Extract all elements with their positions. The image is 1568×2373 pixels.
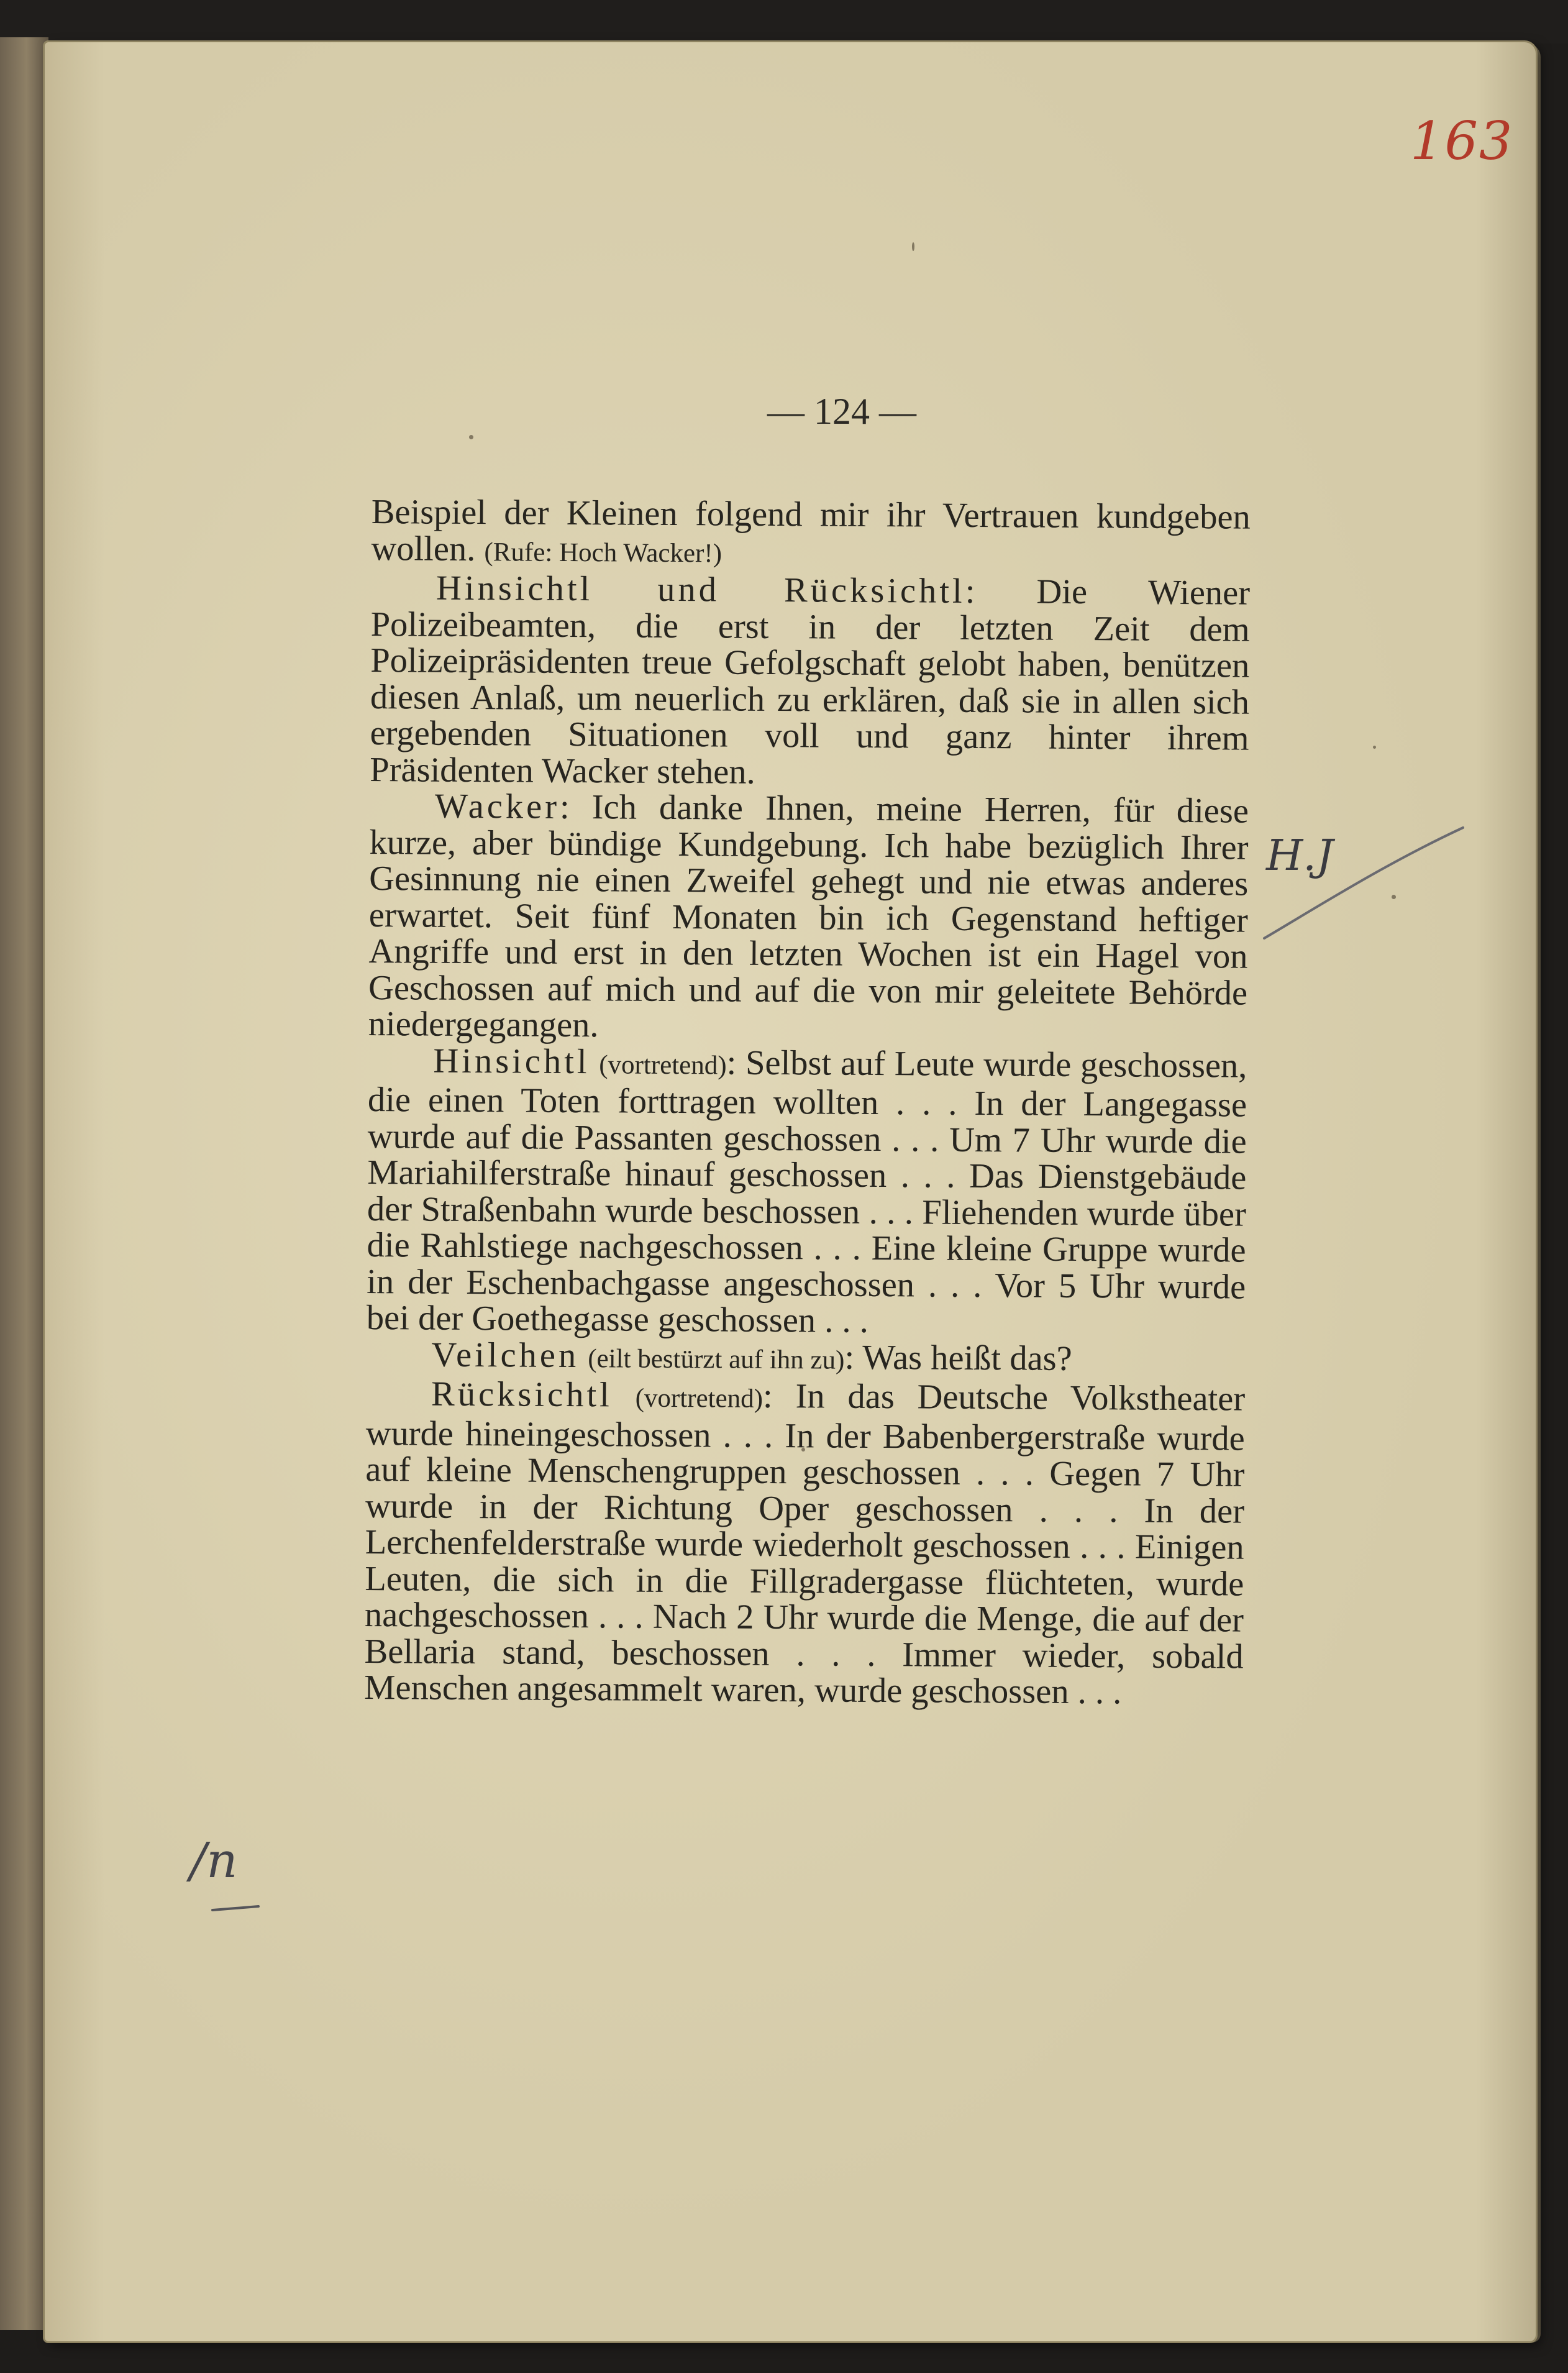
text-run: : In das Deutsche Volkstheater wurde hineingeschossen . . . In der Babenbergerstraße wurde auf kleine Menschengruppen geschossen . . . Gegen 7 Uhr wurde in der Richtung Oper geschossen . . . In der Lerchenfelderstraße wurde wiederholt geschossen . . . Einigen Leuten, die sich in die Fillgradergasse flüchteten, wurde nachgeschossen . . . Nach 2 Uhr wurde die Menge, die auf der Bellaria stand, beschossen . . . Immer wieder, sobald Menschen angesammelt waren, wurde geschossen . . . xyxy=(364,1376,1246,1712)
margin-annotation-underline xyxy=(211,1901,261,1914)
text-run xyxy=(579,1337,588,1375)
scanner-backdrop xyxy=(0,0,1568,43)
text-run xyxy=(590,1043,599,1081)
paper-speck xyxy=(469,435,473,439)
paragraph xyxy=(368,788,1249,1048)
text-run xyxy=(613,1376,636,1414)
speaker-name: Hinsichtl und Rücksichtl xyxy=(435,569,965,611)
stage-direction: (vortretend) xyxy=(635,1383,763,1414)
paragraph xyxy=(367,1042,1247,1342)
page-number: — 124 — xyxy=(767,391,916,432)
paragraph xyxy=(366,1336,1245,1381)
margin-pencil-stroke xyxy=(1261,820,1466,944)
margin-annotation-right: H.J xyxy=(1266,831,1334,880)
archive-folio-number: 163 xyxy=(1410,111,1514,171)
margin-annotation-left: /n xyxy=(190,1833,238,1889)
paragraph xyxy=(370,570,1250,793)
speaker-name: Veilchen xyxy=(431,1335,580,1375)
paper-speck xyxy=(1373,746,1376,749)
text-run: Beispiel der Kleinen folgend mir ihr Vertrauen kundgeben wollen. xyxy=(371,493,1251,569)
text-run: : Die Wiener Polizeibeamten, die erst in der letzten Zeit dem Polizeipräsidenten treue Gefolgschaft gelobt haben, benützen diesen Anlaß, um neuerlich zu erklären, daß sie in allen sich ergebenden Situationen voll und ganz hinter ihrem Präsidenten Wacker stehen. xyxy=(370,572,1251,792)
text-run: : Was heißt das? xyxy=(844,1338,1072,1378)
paper-speck xyxy=(912,242,914,251)
stage-direction: (Rufe: Hoch Wacker!) xyxy=(484,537,722,568)
paragraph xyxy=(371,494,1251,575)
left-page-edge xyxy=(0,37,48,2330)
speaker-name: Rücksichtl xyxy=(431,1374,613,1415)
speaker-name: Hinsichtl xyxy=(433,1041,590,1081)
stage-direction: (vortretend) xyxy=(599,1049,727,1081)
text-run: : Ich danke Ihnen, meine Herren, für diese kurze, aber bündige Kundgebung. Ich habe bezüglich Ihrer Gesinnung nie einen Zweifel gehegt und nie etwas anderes erwartet. Seit fünf Monaten bin ich Gegenstand heftiger Angriffe und erst in den letzten Wochen ist ein Hagel von Geschossen auf mich und auf die von mir geleitete Behörde niedergegangen. xyxy=(368,787,1249,1045)
paragraph xyxy=(364,1376,1245,1711)
stage-direction: (eilt bestürzt auf ihn zu) xyxy=(588,1343,845,1375)
body-text xyxy=(364,494,1251,1711)
text-run: : Selbst auf Leute wurde geschossen, die einen Toten forttragen wollten . . . In der Langegasse wurde auf die Passanten geschossen . . . Um 7 Uhr wurde die Mariahilferstraße hinauf geschossen . . . Das Dienstgebäude der Straßenbahn wurde beschossen . . . Fliehenden wurde über die Rahlstiege nachgeschossen . . . Eine kleine Gruppe wurde in der Eschenbachgasse angeschossen . . . Vor 5 Uhr wurde bei der Goethegasse geschossen . . . xyxy=(366,1043,1247,1340)
speaker-name: Wacker xyxy=(434,787,560,826)
